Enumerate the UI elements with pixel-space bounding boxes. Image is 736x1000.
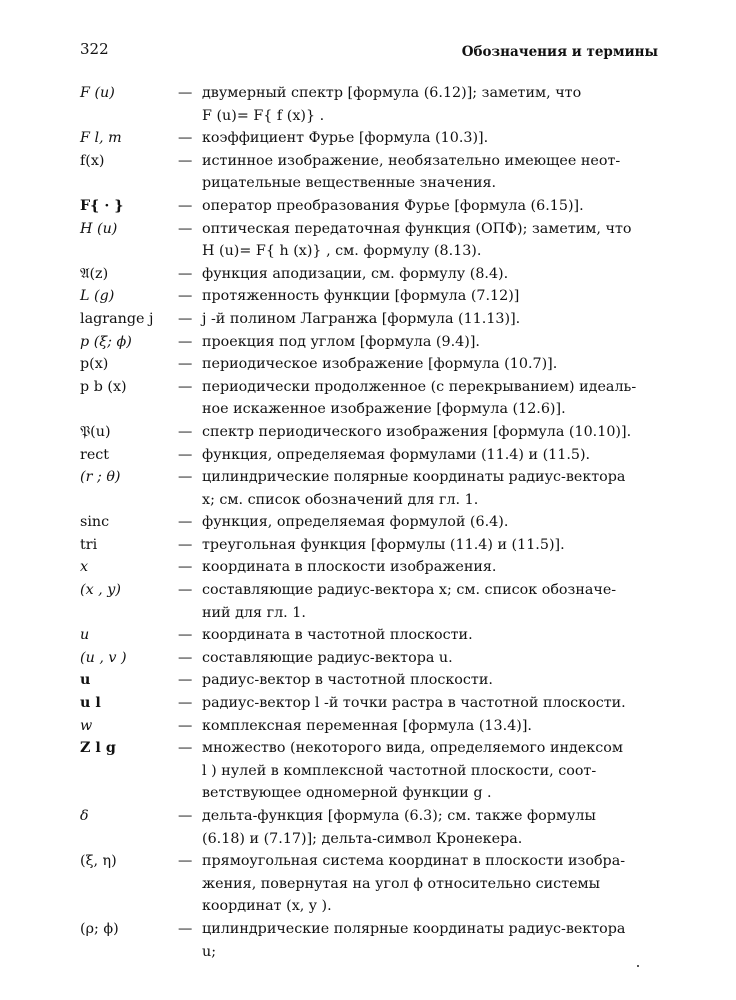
entry-symbol: F{ · } <box>80 197 124 214</box>
entry-text: оптическая передаточная функция (ОПФ); заметим, что <box>202 220 632 237</box>
entry-symbol: tri <box>80 536 98 553</box>
glossary-entry <box>80 127 680 150</box>
entry-text: коэффициент Фурье [формула (10.3)]. <box>202 130 489 147</box>
glossary-entry <box>80 263 680 286</box>
entry-dash: — <box>178 152 193 169</box>
glossary-entry <box>80 511 680 534</box>
entry-text: проекция под углом [формула (9.4)]. <box>202 333 480 350</box>
entry-text: оператор преобразования Фурье [формула (6.15)]. <box>202 197 584 214</box>
entry-dash: — <box>178 333 193 350</box>
glossary-entry <box>80 647 680 670</box>
running-header: Обозначения и термины <box>461 44 658 60</box>
glossary-entry <box>80 421 680 444</box>
entry-text: u; <box>202 943 217 960</box>
entry-symbol: H (u) <box>80 220 118 237</box>
glossary-entry <box>80 82 680 127</box>
glossary-entry <box>80 285 680 308</box>
entry-symbol: F l, m <box>80 130 122 147</box>
entry-dash: — <box>178 853 193 870</box>
speck <box>637 965 639 967</box>
entry-text: функция, определяемая формулами (11.4) и (11.5). <box>202 446 591 463</box>
entry-dash: — <box>178 423 193 440</box>
glossary-entry <box>80 331 680 354</box>
entry-dash: — <box>178 627 193 644</box>
entry-text: l ) нулей в комплексной частотной плоскости, соот- <box>202 762 597 779</box>
entry-symbol: F (u) <box>80 85 115 101</box>
entry-dash: — <box>178 582 193 599</box>
entry-dash: — <box>178 672 193 689</box>
entry-text: H (u)= F{ h (x)} , см. формулу (8.13). <box>202 243 482 260</box>
entry-dash: — <box>178 220 193 237</box>
entry-text: функция аподизации, см. формулу (8.4). <box>202 265 509 282</box>
entry-text: периодическое изображение [формула (10.7)]. <box>202 356 558 373</box>
entry-text: дельта-функция [формула (6.3); см. также формулы <box>202 808 596 824</box>
entry-text: F (u)= F{ f (x)} . <box>202 107 325 124</box>
glossary-entry <box>80 534 680 557</box>
entry-text: ное искаженное изображение [формула (12.6)]. <box>202 401 566 418</box>
entry-text: радиус-вектор в частотной плоскости. <box>202 672 493 689</box>
entry-dash: — <box>178 740 193 757</box>
entry-dash: — <box>178 649 193 666</box>
glossary-entry <box>80 624 680 647</box>
entry-symbol: L (g) <box>80 288 115 305</box>
glossary-entry <box>80 805 680 850</box>
entry-dash: — <box>178 717 193 734</box>
entry-text: цилиндрические полярные координаты радиус-вектора <box>202 469 626 486</box>
entry-text: множество (некоторого вида, определяемого индексом <box>202 740 623 757</box>
entry-text: жения, повернутая на угол ϕ относительно системы <box>202 875 601 892</box>
entry-text: треугольная функция [формулы (11.4) и (11.5)]. <box>202 536 565 553</box>
entry-dash: — <box>178 85 193 101</box>
entry-symbol: (u , v ) <box>80 649 127 666</box>
glossary-entry <box>80 308 680 331</box>
entry-dash: — <box>178 130 193 147</box>
glossary-entry <box>80 918 680 963</box>
entry-text: комплексная переменная [формула (13.4)]. <box>202 717 532 734</box>
entry-dash: — <box>178 310 193 327</box>
entry-symbol: (ξ, η) <box>80 853 117 870</box>
entry-dash: — <box>178 356 193 373</box>
entry-dash: — <box>178 514 193 531</box>
glossary-entry <box>80 692 680 715</box>
glossary-entry <box>80 353 680 376</box>
entry-symbol: 𝔄(z) <box>80 265 109 282</box>
entry-text: ний для гл. 1. <box>202 604 306 621</box>
entry-text: координата в плоскости изображения. <box>202 559 497 576</box>
entry-symbol: u <box>80 672 91 689</box>
entry-dash: — <box>178 378 193 395</box>
entry-symbol: p b (x) <box>80 378 127 395</box>
entry-symbol: f(x) <box>80 152 105 169</box>
entry-symbol: rect <box>80 446 110 463</box>
glossary-entry <box>80 556 680 579</box>
entry-text: двумерный спектр [формула (6.12)]; заметим, что <box>202 85 582 101</box>
entry-dash: — <box>178 536 193 553</box>
glossary-entry <box>80 218 680 263</box>
glossary-entry <box>80 444 680 467</box>
entry-dash: — <box>178 808 193 824</box>
glossary-entry <box>80 150 680 195</box>
entry-text: радиус-вектор l -й точки растра в частотной плоскости. <box>202 695 626 712</box>
entry-text: функция, определяемая формулой (6.4). <box>202 514 509 531</box>
entry-dash: — <box>178 559 193 576</box>
entry-text: ветствующее одномерной функции g . <box>202 785 492 802</box>
entry-dash: — <box>178 469 193 486</box>
entry-text: j -й полином Лагранжа [формула (11.13)]. <box>202 310 521 327</box>
entry-symbol: p (ξ; ϕ) <box>80 333 132 350</box>
entry-symbol: x <box>80 559 89 576</box>
glossary-entry <box>80 579 680 624</box>
entry-text: (6.18) и (7.17)]; дельта-символ Кронекера. <box>202 830 523 847</box>
entry-dash: — <box>178 265 193 282</box>
entry-text: x; см. список обозначений для гл. 1. <box>202 491 479 508</box>
entry-dash: — <box>178 695 193 712</box>
entry-text: цилиндрические полярные координаты радиус-вектора <box>202 920 626 937</box>
entry-text: рицательные вещественные значения. <box>202 175 497 192</box>
entry-text: спектр периодического изображения [формула (10.10)]. <box>202 423 632 440</box>
entry-symbol: u <box>80 627 90 644</box>
entry-symbol: sinc <box>80 514 110 531</box>
entry-symbol: (ρ; ϕ) <box>80 920 119 937</box>
entry-symbol: (r ; θ) <box>80 469 121 486</box>
glossary-entry <box>80 195 680 218</box>
entry-symbol: w <box>80 717 93 734</box>
entry-text: составляющие радиус-вектора u. <box>202 649 453 666</box>
entry-text: прямоугольная система координат в плоскости изобра- <box>202 853 626 870</box>
entry-dash: — <box>178 920 193 937</box>
entry-text: протяженность функции [формула (7.12)] <box>202 288 520 305</box>
entry-symbol: δ <box>80 808 89 824</box>
entry-text: координат (x, y ). <box>202 898 332 915</box>
glossary-entry <box>80 466 680 511</box>
glossary-list <box>80 82 680 963</box>
glossary-entry <box>80 737 680 805</box>
entry-text: составляющие радиус-вектора x; см. список обозначе- <box>202 582 617 599</box>
page-number: 322 <box>80 40 109 58</box>
entry-symbol: p(x) <box>80 356 109 373</box>
entry-text: периодически продолженное (с перекрыванием) идеаль- <box>202 378 637 395</box>
entry-symbol: 𝔓(u) <box>80 423 111 440</box>
glossary-entry <box>80 376 680 421</box>
entry-symbol: Z l g <box>80 740 116 757</box>
entry-dash: — <box>178 288 193 305</box>
glossary-entry <box>80 715 680 738</box>
entry-text: координата в частотной плоскости. <box>202 627 473 644</box>
entry-symbol: (x , y) <box>80 582 121 599</box>
entry-dash: — <box>178 197 193 214</box>
entry-text: истинное изображение, необязательно имеющее неот- <box>202 152 621 169</box>
entry-symbol: u l <box>80 695 101 712</box>
glossary-entry <box>80 850 680 918</box>
entry-dash: — <box>178 446 193 463</box>
entry-symbol: lagrange j <box>80 310 154 327</box>
glossary-entry <box>80 669 680 692</box>
